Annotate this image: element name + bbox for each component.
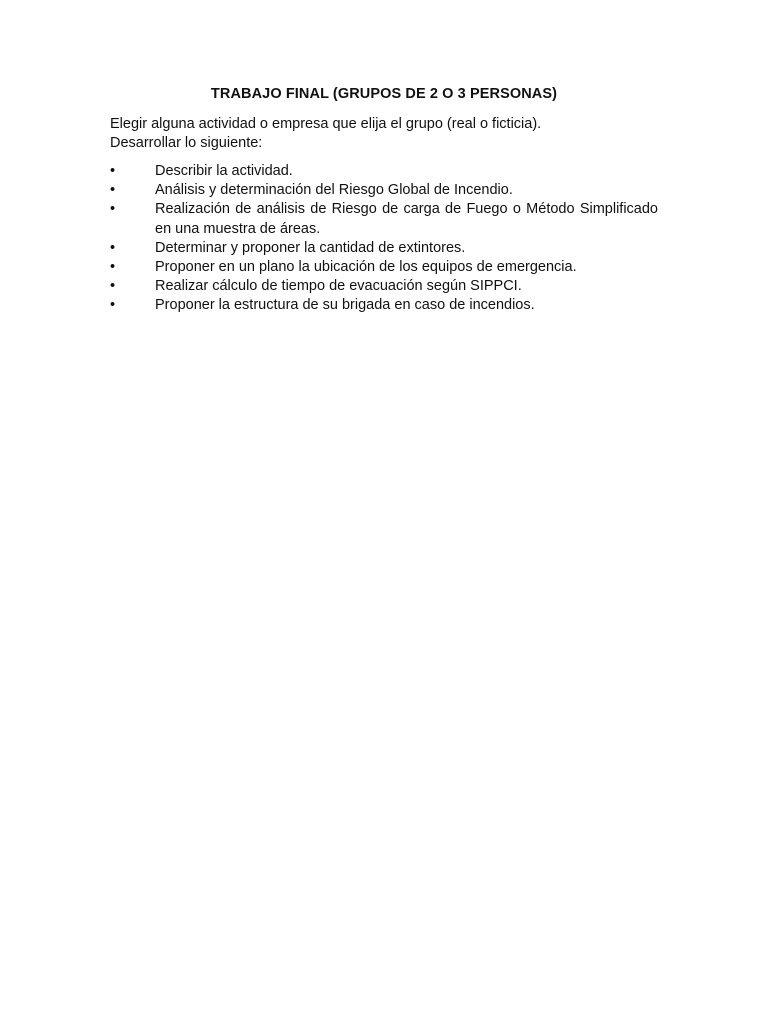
list-item-text: Describir la actividad.	[155, 163, 293, 179]
bullet-icon: •	[110, 182, 116, 199]
bullet-icon: •	[110, 201, 116, 218]
document-title: TRABAJO FINAL (GRUPOS DE 2 O 3 PERSONAS)	[210, 86, 558, 102]
task-list	[110, 162, 658, 316]
bullet-icon: •	[110, 239, 116, 256]
list-item-text: Análisis y determinación del Riesgo Global de Incendio.	[155, 182, 513, 199]
list-item	[110, 296, 658, 315]
intro-paragraph	[110, 115, 658, 153]
list-item-text: Determinar y proponer la cantidad de extintores.	[155, 239, 466, 256]
list-item	[110, 181, 658, 200]
document-content	[110, 85, 658, 316]
list-item	[110, 239, 658, 258]
list-item-text: Realización de análisis de Riesgo de carga de Fuego o Método Simplificado en una muestra de áreas.	[155, 201, 658, 237]
list-item-text: Realizar cálculo de tiempo de evacuación según SIPPCI.	[155, 278, 522, 295]
bullet-icon: •	[110, 259, 116, 276]
list-item	[110, 200, 658, 238]
intro-line-1: Elegir alguna actividad o empresa que elija el grupo (real o ficticia).	[110, 116, 542, 132]
list-item	[110, 277, 658, 296]
list-item-text: Proponer la estructura de su brigada en caso de incendios.	[155, 297, 535, 314]
list-item-text: Proponer en un plano la ubicación de los equipos de emergencia.	[155, 259, 577, 276]
bullet-icon: •	[110, 278, 116, 295]
intro-line-2: Desarrollar lo siguiente:	[110, 135, 263, 151]
bullet-icon: •	[110, 297, 116, 314]
list-item	[110, 258, 658, 277]
bullet-icon: •	[110, 163, 116, 179]
list-item	[110, 162, 658, 181]
